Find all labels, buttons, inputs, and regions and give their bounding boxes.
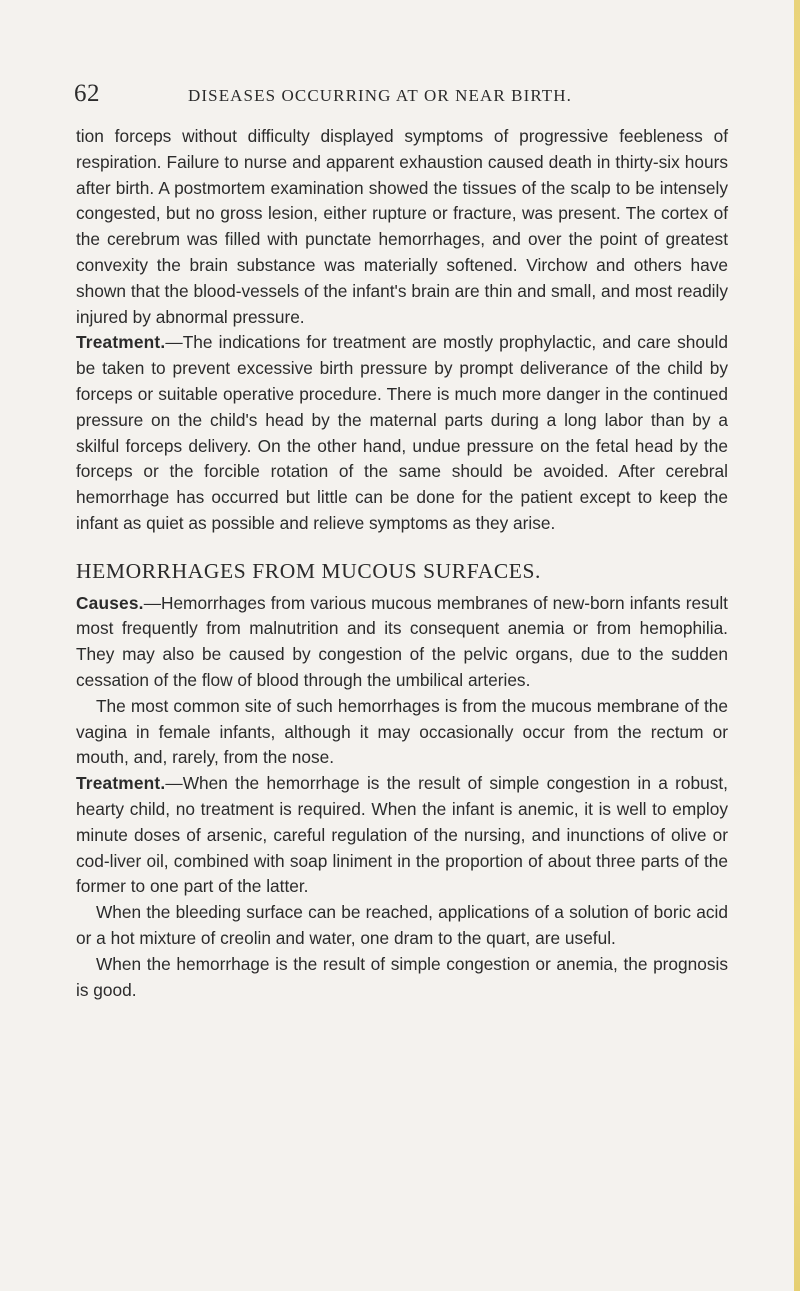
paragraph-treatment-2 [76,771,728,900]
paragraph-treatment-text: —The indications for treatment are mostly prophylactic, and care should be taken to prevent excessive birth pressure by prompt deliverance of the child by forceps or suitable operative procedure. There is much more danger in the continued pressure on the child's head by the maternal parts during a long labor than by a skilful forceps delivery. On the other hand, undue pressure on the fetal head by the forceps or the forcible rotation of the same should be avoided. After cerebral hemorrhage has occurred but little can be done for the patient except to keep the infant as quiet as possible and relieve symptoms as they arise. [76,332,728,533]
paragraph-treatment [76,330,728,536]
run-in-heading-causes: Causes. [76,592,144,613]
paragraph-common-site: The most common site of such hemorrhages is from the mucous membrane of the vagina in female infants, although it may occasionally occur from the rectum or mouth, and, rarely, from the nose. [76,695,728,768]
running-head: DISEASES OCCURRING AT OR NEAR BIRTH. [188,86,572,105]
paragraph-treatment-2-text: —When the hemorrhage is the result of simple congestion in a robust, hearty child, no treatment is required. When the infant is anemic, it is well to employ minute doses of arsenic, careful regulation of the nursing, and inunctions of olive or cod-liver oil, combined with soap liniment in the proportion of about three parts of the former to one part of the latter. [76,773,728,897]
page-edge-strip [794,0,800,1291]
paragraph-prognosis: When the hemorrhage is the result of simple congestion or anemia, the prognosis is good. [76,953,728,1000]
page-header [74,80,734,110]
page-number: 62 [74,80,100,107]
run-in-heading-treatment: Treatment. [76,332,166,353]
paragraph-continuation: tion forceps without difficulty displayed symptoms of progressive feebleness of respiration. Failure to nurse and apparent exhaustion caused death in thirty-six hours after birth. A postmortem examination showed the tissues of the scalp to be intensely congested, but no gross lesion, either rupture or fracture, was present. The cortex of the cerebrum was filled with punctate hemorrhages, and over the point of greatest convexity the brain substance was materially softened. Virchow and others have shown that the blood-vessels of the infant's brain are thin and small, and most readily injured by abnormal pressure. [76,126,728,327]
body-text [76,124,728,1003]
run-in-heading-treatment-2: Treatment. [76,773,166,794]
paragraph-causes-text: —Hemorrhages from various mucous membranes of new-born infants result most frequently from malnutrition and its consequent anemia or from hemophilia. They may also be caused by congestion of the pelvic organs, due to the sudden cessation of the flow of blood through the umbilical arteries. [76,592,728,690]
paragraph-causes [76,591,728,694]
section-heading: HEMORRHAGES FROM MUCOUS SURFACES. [76,558,542,583]
paragraph-bleeding-surface: When the bleeding surface can be reached, applications of a solution of boric acid or a hot mixture of creolin and water, one dram to the quart, are useful. [76,902,728,948]
